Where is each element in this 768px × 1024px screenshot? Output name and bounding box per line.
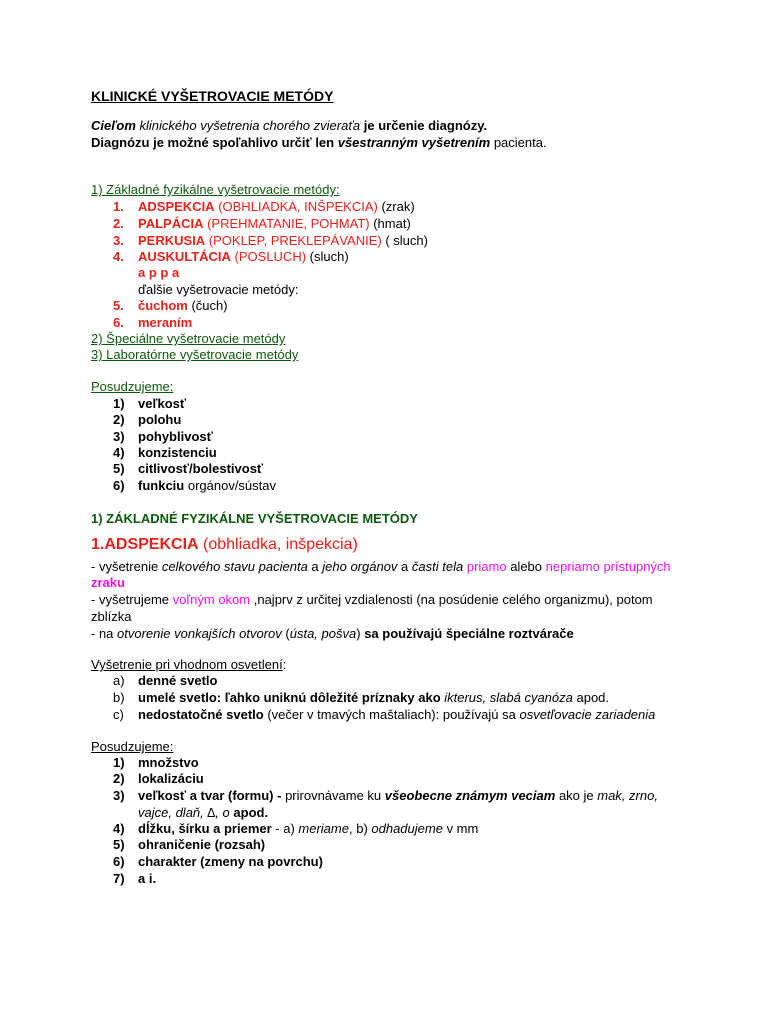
lab-methods: 3) Laboratórne vyšetrovacie metódy <box>91 347 299 362</box>
assess-text: všeobecne známym veciam <box>384 788 556 803</box>
assess-item-function: funkciu <box>138 478 185 493</box>
method-paren: (OBHLIADKA, INŠPEKCIA) <box>214 199 378 214</box>
intro-line-1 <box>91 118 487 134</box>
adspekcia-title-paren: (obhliadka, inšpekcia) <box>198 536 358 553</box>
lighting-text: osvetľovacie zariadenia <box>519 707 656 722</box>
assess-number: 6) <box>113 478 125 493</box>
assess-item: pohyblivosť <box>138 429 213 444</box>
intro-goal-word: Cieľom <box>91 118 136 133</box>
assess-item: ohraničenie (rozsah) <box>138 837 266 852</box>
lighting-item-daylight: denné svetlo <box>138 673 218 688</box>
lighting-text: (večer v tmavých maštaliach): <box>263 707 443 722</box>
intro-line-2 <box>91 135 547 151</box>
intro-diagnosis: je určenie diagnózy. <box>363 118 488 133</box>
intro-text-2a: Diagnózu je možné spoľahlivo určiť len <box>91 135 338 150</box>
adspekcia-title-main: 1.ADSPEKCIA <box>91 536 199 553</box>
method-item-adspekcia <box>138 199 415 215</box>
assess-text: meriame <box>298 821 349 836</box>
assess-number: 2) <box>113 412 125 427</box>
special-methods: 2) Špeciálne vyšetrovacie metódy <box>91 331 286 346</box>
assess-item: veľkosť <box>138 396 187 411</box>
assess-text: odhadujeme <box>371 821 443 836</box>
method-sense: (sluch) <box>306 249 349 264</box>
assess-number: 2) <box>113 771 125 786</box>
adspekcia-p1 <box>91 559 671 575</box>
assess-item: polohu <box>138 412 182 427</box>
method-sense: ( sluch) <box>381 233 428 248</box>
method-number: 3. <box>113 233 124 248</box>
p3-text: - na <box>91 626 118 641</box>
assess-text: - a) <box>271 821 299 836</box>
p3-text: ústa, pošva <box>289 626 357 641</box>
assess-text: prirovnávame ku <box>285 788 385 803</box>
method-name: ADSPEKCIA <box>138 199 215 214</box>
adspekcia-p1-cont: zraku <box>91 575 125 590</box>
method-paren: (POSLUCH) <box>230 249 307 264</box>
method-number: 4. <box>113 249 124 264</box>
assess-item-dimensions <box>138 821 478 837</box>
lighting-text: používajú sa <box>442 707 520 722</box>
adspekcia-p3 <box>91 626 574 642</box>
assess-text: veľkosť a tvar (formu) <box>138 788 274 803</box>
document-title: KLINICKÉ VYŠETROVACIE METÓDY <box>91 88 334 104</box>
p3-text: ( <box>281 626 290 641</box>
assess-item-size-shape-cont <box>138 805 268 821</box>
assess-number: 3) <box>113 429 125 444</box>
adspekcia-p2-cont: zblízka <box>91 609 132 624</box>
assess-item-organs: orgánov/sústav <box>184 478 277 493</box>
lighting-letter: a) <box>113 673 125 688</box>
p2-text: - vyšetrujeme <box>91 592 173 607</box>
lighting-heading-text: Vyšetrenie pri vhodnom osvetlení <box>91 657 283 672</box>
assess-number: 5) <box>113 837 125 852</box>
adspekcia-p2 <box>91 592 653 608</box>
assess-text: , b) <box>348 821 372 836</box>
p1-text: a <box>397 559 412 574</box>
method-paren: (PREHMATANIE, POHMAT) <box>203 216 370 231</box>
assess-number: 7) <box>113 871 125 886</box>
intro-text-2c: pacienta. <box>490 135 547 150</box>
assess-text: mak, zrno, <box>597 788 658 803</box>
assess-number: 3) <box>113 788 125 803</box>
assess-item: množstvo <box>138 755 199 770</box>
assess-number: 6) <box>113 854 125 869</box>
p3-text: sa používajú špeciálne roztvárače <box>364 626 574 641</box>
lighting-text: ikterus, slabá cyanóza <box>444 690 573 705</box>
assess-number: 5) <box>113 461 125 476</box>
assess-number: 4) <box>113 445 125 460</box>
method-name: PALPÁCIA <box>138 216 204 231</box>
assess-item: konzistenciu <box>138 445 217 460</box>
assess-heading-1: Posudzujeme: <box>91 379 174 394</box>
method-paren: (POKLEP, PREKLEPÁVANIE) <box>205 233 382 248</box>
p1-direct: priamo <box>466 559 507 574</box>
intro-text: klinického vyšetrenia chorého zvieraťa <box>135 118 364 133</box>
method-item-meranim: meraním <box>138 315 193 330</box>
assess-number: 4) <box>113 821 125 836</box>
assess-text: vajce, dlaň, ∆, o <box>138 805 230 820</box>
assess-number: 1) <box>113 396 125 411</box>
method-item-cuch <box>138 298 228 314</box>
lighting-heading <box>91 657 286 673</box>
method-name: čuchom <box>138 298 188 313</box>
assess-text: ako je <box>555 788 598 803</box>
p3-text: ) <box>356 626 365 641</box>
lighting-item-artificial <box>138 690 609 706</box>
p1-text: alebo <box>506 559 546 574</box>
assess-text: dĺžku, šírku a priemer <box>138 821 272 836</box>
lighting-text: umelé svetlo: ľahko uniknú dôležité príznaky ako <box>138 690 445 705</box>
assess-heading-2: Posudzujeme: <box>91 739 174 754</box>
adspekcia-title <box>91 535 358 554</box>
p1-text: časti tela <box>411 559 464 574</box>
p1-text: - vyšetrenie <box>91 559 162 574</box>
methods-heading: 1) Základné fyzikálne vyšetrovacie metódy: <box>91 182 340 197</box>
lighting-letter: b) <box>113 690 125 705</box>
method-name: PERKUSIA <box>138 233 206 248</box>
p1-indirect: nepriamo prístupných <box>545 559 671 574</box>
p1-text: a <box>307 559 323 574</box>
lighting-letter: c) <box>113 707 124 722</box>
method-name: AUSKULTÁCIA <box>138 249 231 264</box>
method-number: 5. <box>113 298 124 313</box>
lighting-text: apod. <box>572 690 610 705</box>
appa-mnemonic: a p p a <box>138 265 180 280</box>
intro-text-2b: všestranným vyšetrením <box>337 135 491 150</box>
p1-text: jeho orgánov <box>322 559 398 574</box>
p2-text: ,najprv z určitej vzdialenosti <box>250 592 413 607</box>
assess-item: charakter (zmeny na povrchu) <box>138 854 323 869</box>
p3-text: otvorenie vonkajších otvorov <box>117 626 282 641</box>
section-heading: 1) ZÁKLADNÉ FYZIKÁLNE VYŠETROVACIE METÓDY <box>91 511 418 526</box>
lighting-item-insufficient <box>138 707 655 723</box>
assess-text: apod. <box>229 805 269 820</box>
lighting-heading-colon: : <box>282 657 287 672</box>
method-sense: (zrak) <box>377 199 415 214</box>
p2-naked-eye: voľným okom <box>172 592 251 607</box>
assess-item: a i. <box>138 871 157 886</box>
method-item-perkusia <box>138 233 428 249</box>
assess-item: citlivosť/bolestivosť <box>138 461 264 476</box>
assess-item <box>138 478 276 494</box>
other-methods-label: ďalšie vyšetrovacie metódy: <box>138 282 299 297</box>
method-number: 2. <box>113 216 124 231</box>
p1-text: celkového stavu pacienta <box>161 559 308 574</box>
assess-number: 1) <box>113 755 125 770</box>
method-item-auskultacia <box>138 249 349 265</box>
assess-item-size-shape <box>138 788 658 804</box>
method-sense: (čuch) <box>187 298 228 313</box>
assess-item: lokalizáciu <box>138 771 204 786</box>
method-item-palpacia <box>138 216 411 232</box>
assess-text: - <box>273 788 286 803</box>
p2-text: (na posúdenie celého organizmu), potom <box>412 592 653 607</box>
method-number: 6. <box>113 315 124 330</box>
lighting-text: nedostatočné svetlo <box>138 707 264 722</box>
method-sense: (hmat) <box>369 216 411 231</box>
method-number: 1. <box>113 199 124 214</box>
assess-text: v mm <box>442 821 479 836</box>
